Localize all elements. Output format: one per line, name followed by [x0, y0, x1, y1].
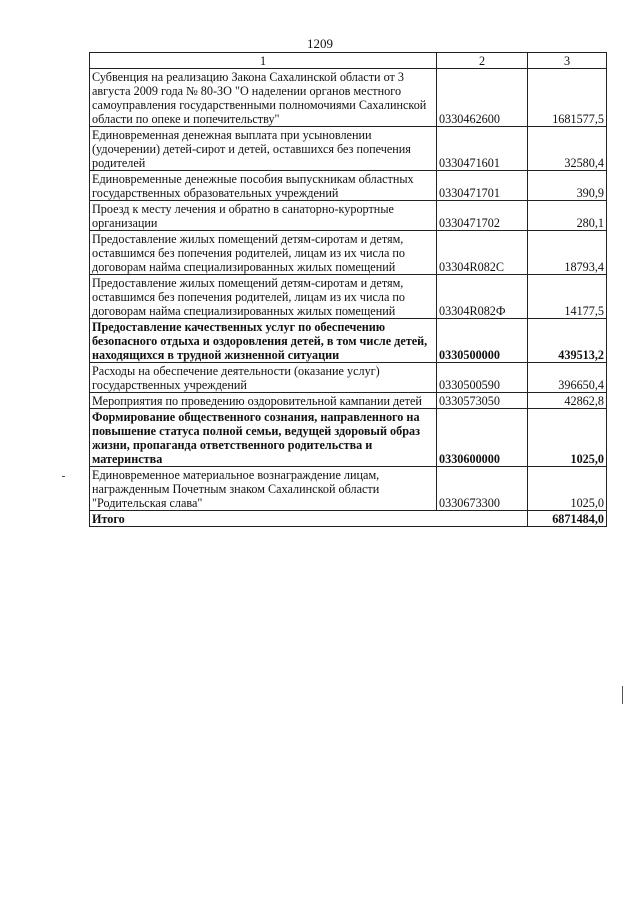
- table-row: [90, 393, 607, 409]
- row-name-cell: Формирование общественного сознания, направленного на повышение статуса полной семьи, ведущей здоровый образ жизни, пропаганда ответственного родительства и материнства: [90, 409, 437, 467]
- column-header-1: 1: [90, 53, 437, 69]
- table-row: [90, 275, 607, 319]
- row-code-cell: 0330471701: [437, 171, 528, 201]
- column-header-3: 3: [528, 53, 607, 69]
- row-code-cell: 0330471601: [437, 127, 528, 171]
- row-amount-cell: 14177,5: [528, 275, 607, 319]
- total-row: [90, 511, 607, 527]
- row-name-cell: Мероприятия по проведению оздоровительной кампании детей: [90, 393, 437, 409]
- row-amount-cell: 280,1: [528, 201, 607, 231]
- row-code-cell: 0330500000: [437, 319, 528, 363]
- row-name-cell: Субвенция на реализацию Закона Сахалинской области от 3 августа 2009 года № 80-ЗО "О наделении органов местного самоуправления государственными полномочиями Сахалинской области по опеке и попечительству": [90, 69, 437, 127]
- total-amount: 6871484,0: [528, 511, 607, 527]
- row-name-cell: Проезд к месту лечения и обратно в санаторно-курортные организации: [90, 201, 437, 231]
- row-amount-cell: 42862,8: [528, 393, 607, 409]
- row-amount-cell: 32580,4: [528, 127, 607, 171]
- row-name-cell: Предоставление жилых помещений детям-сиротам и детям, оставшимся без попечения родителей, лицам из их числа по договорам найма специализированных жилых помещений: [90, 275, 437, 319]
- row-code-cell: 0330600000: [437, 409, 528, 467]
- table-row: [90, 201, 607, 231]
- row-amount-cell: 18793,4: [528, 231, 607, 275]
- table-row: [90, 127, 607, 171]
- row-amount-cell: 1025,0: [528, 409, 607, 467]
- table-row: [90, 467, 607, 511]
- row-amount-cell: 439513,2: [528, 319, 607, 363]
- row-code-cell: 0330471702: [437, 201, 528, 231]
- table-header-row: [90, 53, 607, 69]
- row-name-cell: Единовременная денежная выплата при усыновлении (удочерении) детей-сирот и детей, оставшихся без попечения родителей: [90, 127, 437, 171]
- row-name-cell: Расходы на обеспечение деятельности (оказание услуг) государственных учреждений: [90, 363, 437, 393]
- row-amount-cell: 396650,4: [528, 363, 607, 393]
- table-row: [90, 319, 607, 363]
- row-code-cell: 0330673300: [437, 467, 528, 511]
- row-name-cell: Предоставление жилых помещений детям-сиротам и детям, оставшимся без попечения родителей, лицам из их числа по договорам найма специализированных жилых помещений: [90, 231, 437, 275]
- row-amount-cell: 390,9: [528, 171, 607, 201]
- column-header-2: 2: [437, 53, 528, 69]
- row-code-cell: 03304R082Ф: [437, 275, 528, 319]
- table-row: [90, 171, 607, 201]
- row-code-cell: 03304R082С: [437, 231, 528, 275]
- row-name-cell: Единовременное материальное вознаграждение лицам, награжденным Почетным знаком Сахалинской области "Родительская слава": [90, 467, 437, 511]
- table-row: [90, 409, 607, 467]
- table-row: [90, 231, 607, 275]
- row-name-cell: Единовременные денежные пособия выпускникам областных государственных образовательных учреждений: [90, 171, 437, 201]
- row-amount-cell: 1681577,5: [528, 69, 607, 127]
- row-code-cell: 0330462600: [437, 69, 528, 127]
- budget-table: [89, 52, 607, 527]
- row-code-cell: 0330500590: [437, 363, 528, 393]
- row-code-cell: 0330573050: [437, 393, 528, 409]
- scan-mark: [62, 476, 65, 477]
- row-amount-cell: 1025,0: [528, 467, 607, 511]
- table-row: [90, 363, 607, 393]
- scan-mark: [622, 686, 623, 704]
- row-name-cell: Предоставление качественных услуг по обеспечению безопасного отдыха и оздоровления детей, в том числе детей, находящихся в трудной жизненной ситуации: [90, 319, 437, 363]
- total-label: Итого: [90, 511, 528, 527]
- table-row: [90, 69, 607, 127]
- page-number: 1209: [307, 36, 333, 51]
